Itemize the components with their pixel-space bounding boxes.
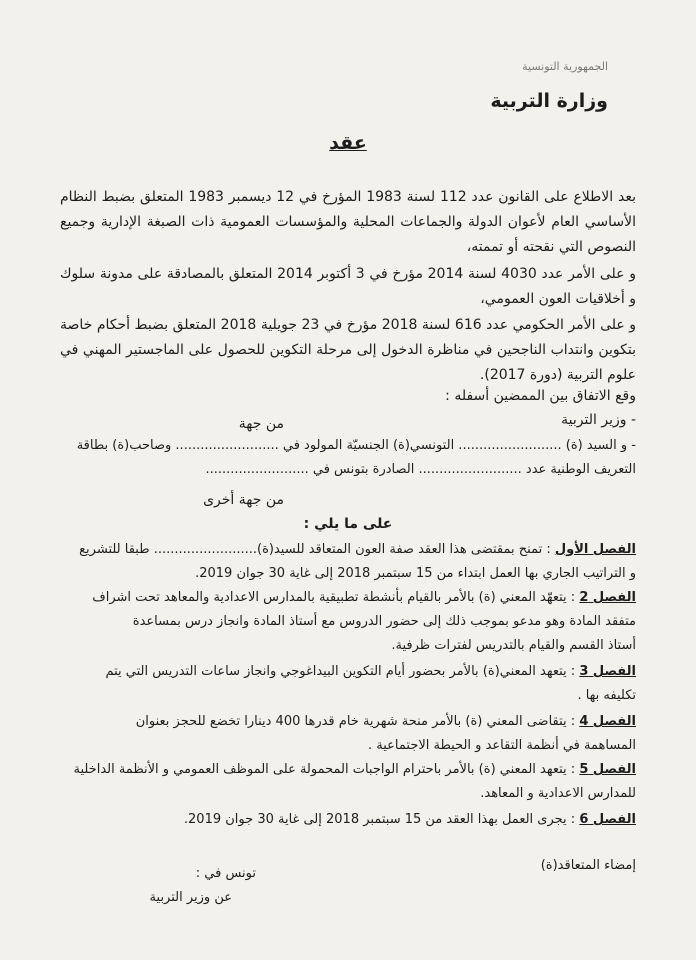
article-4-label: الفصل 4 — [579, 714, 636, 729]
article-4 — [136, 714, 636, 729]
article-2-label: الفصل 2 — [579, 590, 636, 605]
article-5-cont: للمدارس الاعدادية و المعاهد. — [480, 786, 636, 801]
agreement-intro: وقع الاتفاق بين الممضين أسفله : — [445, 388, 636, 404]
party-contractor-id: التعريف الوطنية عدد ......................... الصادرة بتونس في ......................... — [205, 462, 636, 477]
signature-place-date: تونس في : — [195, 866, 256, 881]
article-2 — [92, 590, 636, 605]
article-3-cont: تكليفه بها . — [577, 688, 636, 703]
party-contractor-line: - و السيد (ة) ......................... التونسي(ة) الجنسيّة المولود في ......................... وصاحب(ة) بطاقة — [76, 438, 636, 453]
republic-header: الجمهورية التونسية — [522, 60, 608, 73]
article-1-label: الفصل الأول — [554, 542, 636, 557]
article-5-label: الفصل 5 — [579, 762, 636, 777]
article-6-text: : يجرى العمل بهذا العقد من 15 سبتمبر 2018 إلى غاية 30 جوان 2019. — [183, 812, 576, 827]
article-2-text: : يتعهّد المعني (ة) بالأمر بالقيام بأنشطة تطبيقية بالمدارس الاعدادية والمعاهد تحت اشراف — [92, 590, 576, 605]
article-6-label: الفصل 6 — [579, 812, 636, 827]
article-1 — [79, 542, 636, 557]
party-contractor-side: من جهة أخرى — [203, 492, 284, 508]
article-5-text: : يتعهد المعني (ة) بالأمر باحترام الواجبات المحمولة على الموظف العمومي و الأنظمة الداخلية — [73, 762, 576, 777]
article-1-cont: و التراتيب الجاري بها العمل ابتداء من 15 سبتمبر 2018 إلى غاية 30 جوان 2019. — [195, 566, 636, 581]
article-3-text: : يتعهد المعني(ة) بالأمر بحضور أيام التكوين البيداغوجي وانجاز ساعات التدريس التي يتم — [105, 664, 576, 679]
preamble-law-1983: بعد الاطلاع على القانون عدد 112 لسنة 1983 المؤرخ في 12 ديسمبر 1983 المتعلق بضبط النظام الأساسي العام لأعوان الدولة والجماعات المحلية والمؤسسات العمومية ذات الصبغة الإدارية وجميع النصوص التي نقحته أو تممته، — [60, 189, 636, 255]
ministry-name: وزارة التربية — [490, 90, 608, 112]
contractor-signature-label: إمضاء المتعاقد(ة) — [540, 858, 636, 873]
article-6 — [184, 812, 636, 827]
article-3-label: الفصل 3 — [579, 664, 636, 679]
article-4-cont: المساهمة في أنظمة التقاعد و الحيطة الاجتماعية . — [368, 738, 636, 753]
party-minister-side: من جهة — [238, 416, 284, 432]
preamble-decree-2014: و على الأمر عدد 4030 لسنة 2014 مؤرخ في 3 أكتوبر 2014 المتعلق بالمصادقة على مدونة سلوك و أخلاقيات العون العمومي، — [60, 266, 636, 307]
minister-signature-label: عن وزير التربية — [149, 890, 232, 905]
document-title: عقد — [329, 132, 367, 154]
article-4-text: : يتقاضى المعني (ة) بالأمر منحة شهرية خام قدرها 400 دينارا تخضع للحجز بعنوان — [135, 714, 576, 729]
article-5 — [73, 762, 636, 777]
article-2-cont-2: أستاذ القسم والقيام بالتدريس لفترات ظرفية. — [391, 638, 636, 653]
preamble-decree-2018: و على الأمر الحكومي عدد 616 لسنة 2018 مؤرخ في 23 جويلية 2018 المتعلق بضبط أحكام خاصة بتكوين وانتداب الناجحين في مناظرة الدخول إلى مرحلة التكوين للحصول على الماجستير المهني في علوم التربية (دورة 2017). — [60, 317, 636, 383]
article-2-cont: متفقد المادة وهو مدعو بموجب ذلك إلى حضور الدروس مع أستاذ المادة وانجاز درس بمساعدة — [132, 614, 636, 629]
party-minister: - وزير التربية — [561, 412, 636, 428]
agreement-heading: على ما يلي : — [303, 516, 393, 532]
article-3 — [105, 664, 636, 679]
article-1-text: : تمنح بمقتضى هذا العقد صفة العون المتعاقد للسيد(ة)......................... طبقا للتشريع — [79, 542, 551, 557]
